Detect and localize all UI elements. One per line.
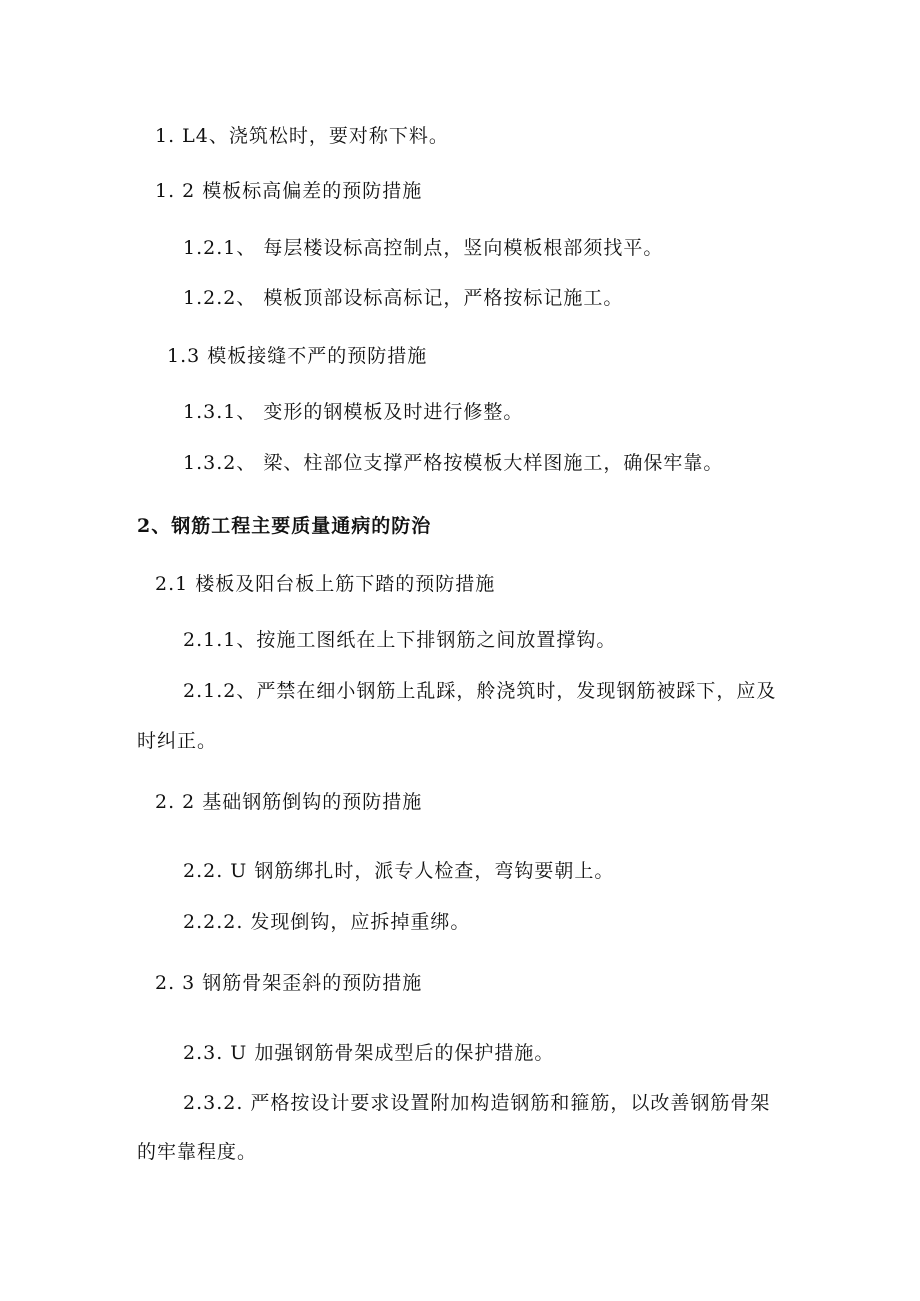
text-line-2-1-1: 2.1.1、按施工图纸在上下排钢筋之间放置撑钩。 (183, 629, 617, 651)
section-heading-2: 2、钢筋工程主要质量通病的防治 (137, 515, 432, 537)
text-line-1-3-1: 1.3.1、 变形的钢模板及时进行修整。 (183, 401, 524, 423)
text-line-2-3-2-cont: 的牢靠程度。 (137, 1141, 258, 1163)
text-line-2-2-1: 2.2. U 钢筋绑扎时，派专人检查，弯钩要朝上。 (183, 860, 615, 882)
text-line-1-3-2: 1.3.2、 梁、柱部位支撑严格按模板大样图施工，确保牢靠。 (183, 452, 724, 474)
heading-2-2: 2. 2 基础钢筋倒钩的预防措施 (155, 791, 423, 813)
text-line-1-2-1: 1.2.1、 每层楼设标高控制点，竖向模板根部须找平。 (183, 237, 664, 259)
text-line-1-1-4: 1. L4、浇筑松时，要对称下料。 (155, 125, 449, 147)
text-line-2-3-2: 2.3.2. 严格按设计要求设置附加构造钢筋和箍筋，以改善钢筋骨架 (183, 1092, 771, 1114)
heading-2-3: 2. 3 钢筋骨架歪斜的预防措施 (155, 972, 423, 994)
text-line-2-1-2-cont: 时纠正。 (137, 730, 218, 752)
text-line-1-2-2: 1.2.2、 模板顶部设标高标记，严格按标记施工。 (183, 287, 624, 309)
text-line-2-2-2: 2.2.2. 发现倒钩，应拆掉重绑。 (183, 911, 471, 933)
heading-2-1: 2.1 楼板及阳台板上筋下踏的预防措施 (155, 573, 496, 595)
text-line-2-3-1: 2.3. U 加强钢筋骨架成型后的保护措施。 (183, 1042, 555, 1064)
text-line-2-1-2: 2.1.2、严禁在细小钢筋上乱踩，舲浇筑时，发现钢筋被踩下，应及 (183, 680, 777, 702)
heading-1-3: 1.3 模板接缝不严的预防措施 (167, 345, 428, 367)
heading-1-2: 1. 2 模板标高偏差的预防措施 (155, 180, 423, 202)
